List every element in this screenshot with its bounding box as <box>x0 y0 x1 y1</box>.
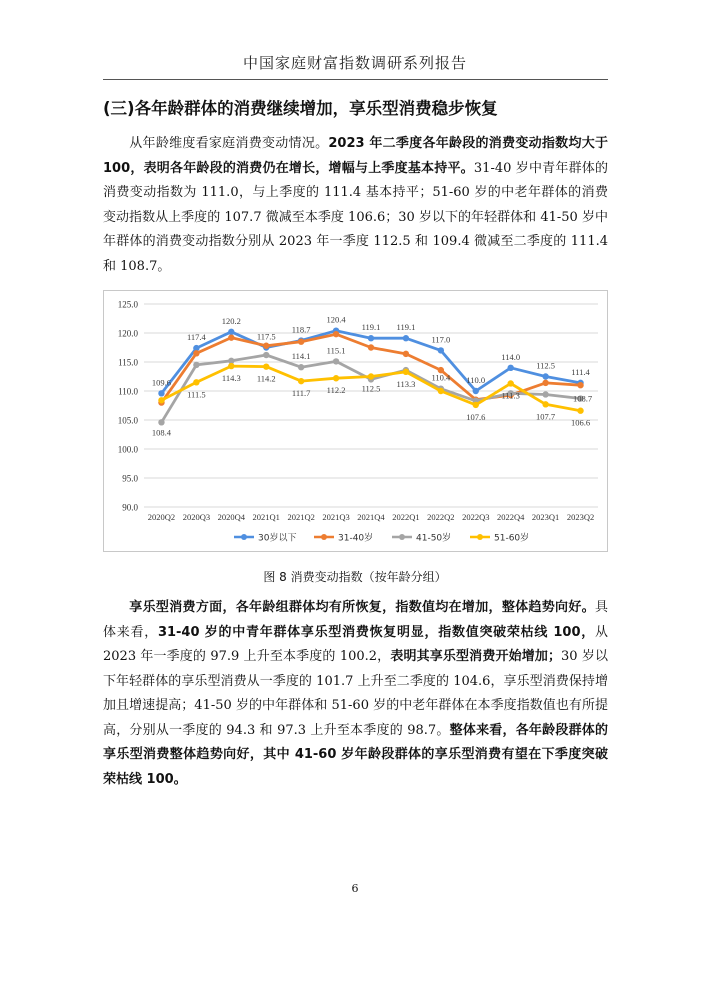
x-tick-label: 2022Q3 <box>462 512 490 522</box>
data-label: 114.3 <box>221 373 241 384</box>
data-label: 109.6 <box>151 377 172 388</box>
series-point <box>438 347 444 353</box>
series-point <box>333 358 339 364</box>
series-point <box>228 363 234 369</box>
para1-sentence-1: 从年龄维度看家庭消费变动情况。 <box>129 136 329 151</box>
data-label: 112.5 <box>361 383 381 394</box>
data-label: 108.4 <box>151 427 172 438</box>
data-label: 115.1 <box>326 345 346 356</box>
data-label: 113.3 <box>396 378 416 389</box>
legend-label: 31-40岁 <box>338 533 374 544</box>
series-point <box>368 344 374 350</box>
series-point <box>438 388 444 394</box>
data-label: 111.4 <box>571 366 590 377</box>
series-point <box>403 335 409 341</box>
hedonic-paragraph <box>103 596 608 792</box>
data-label: 107.6 <box>466 411 486 422</box>
series-point <box>403 351 409 357</box>
x-tick-label: 2020Q4 <box>217 512 246 522</box>
data-label: 112.2 <box>326 385 346 396</box>
series-point <box>158 390 164 396</box>
chart-svg <box>104 291 609 553</box>
header-divider <box>103 79 608 80</box>
y-tick-label: 120.0 <box>117 328 138 339</box>
legend-marker <box>321 534 327 540</box>
data-label: 106.6 <box>570 417 591 428</box>
para2-sentence-5: 表明其享乐型消费开始增加； <box>390 649 562 664</box>
series-point <box>542 391 548 397</box>
data-label: 119.1 <box>361 322 381 333</box>
data-label: 120.4 <box>326 314 346 325</box>
data-label: 117.4 <box>186 332 206 343</box>
series-point <box>228 334 234 340</box>
series-point <box>542 380 548 386</box>
data-label: 118.7 <box>291 324 311 335</box>
x-tick-label: 2023Q1 <box>531 512 560 522</box>
page-number: 6 <box>351 882 359 895</box>
section-title: (三)各年龄群体的消费继续增加，享乐型消费稳步恢复 <box>103 99 498 118</box>
series-point <box>577 408 583 414</box>
series-point <box>298 339 304 345</box>
x-tick-label: 2020Q3 <box>182 512 211 522</box>
series-point <box>263 343 269 349</box>
consumption-index-chart <box>103 290 608 552</box>
data-label: 117.5 <box>256 331 276 342</box>
series-point <box>263 363 269 369</box>
y-tick-label: 110.0 <box>118 386 138 397</box>
series-point <box>193 379 199 385</box>
series-point <box>473 388 479 394</box>
series-point <box>228 329 234 335</box>
x-tick-label: 2021Q2 <box>287 512 315 522</box>
data-label: 111.7 <box>291 388 311 399</box>
x-tick-label: 2020Q2 <box>147 512 176 522</box>
data-label: 114.1 <box>291 351 311 362</box>
series-point <box>298 378 304 384</box>
series-point <box>542 401 548 407</box>
para1-sentence-3: 31-40 岁中青年群体的消费变动指数为 111.0，与上季度的 111.4 基本持平；51-60 岁的中老年群体的消费变动指数从上季度的 107.7 微减至本季度 106.6；30 岁以下的年轻群体和 41-50 岁中年群体的消费变动指数分别从 2023 年一季度 112.5 和 109.4 微减至二季度的 111.4 和 108.7。 <box>103 160 609 274</box>
data-label: 120.2 <box>221 315 241 326</box>
y-tick-label: 90.0 <box>122 502 138 513</box>
series-point <box>542 373 548 379</box>
para2-sentence-1: 享乐型消费方面，各年龄组群体均有所恢复，指数值均在增加，整体趋势向好。 <box>129 600 595 615</box>
series-point <box>158 419 164 425</box>
figure-caption: 图 8 消费变动指数（按年龄分组） <box>263 570 447 584</box>
data-label: 114.2 <box>256 373 276 384</box>
legend-marker <box>241 534 247 540</box>
para2-sentence-7: 整体来看，各年龄段群体的享乐型消费整体趋势向好，其中 41-60 岁年龄段群体的享乐型消费有望在下季度突破荣枯线 100。 <box>103 722 608 787</box>
para2-sentence-3: 31-40 岁的中青年群体享乐型消费恢复明显，指数值突破荣枯线 100， <box>157 624 595 640</box>
intro-paragraph <box>103 132 608 279</box>
x-tick-label: 2021Q3 <box>322 512 350 522</box>
legend-label: 51-60岁 <box>494 533 530 544</box>
series-point <box>577 382 583 388</box>
legend-marker <box>477 534 483 540</box>
series-point <box>507 365 513 371</box>
series-point <box>158 397 164 403</box>
series-point <box>403 369 409 375</box>
data-label: 110.4 <box>431 372 451 383</box>
series-point <box>298 364 304 370</box>
page-header: 中国家庭财富指数调研系列报告 <box>242 54 467 72</box>
x-tick-label: 2021Q1 <box>252 512 280 522</box>
x-tick-label: 2022Q2 <box>427 512 455 522</box>
para2-sentence-6: 30 岁以下年轻群体的享乐型消费从一季度的 101.7 上升至二季度的 104.6，享乐型消费保持增加且增速提高；41-50 岁的中年群体和 51-60 岁的中老年群体在本季度指数值也有所提高，分别从一季度的 94.3 和 97.3 上升至本季度的 98.7。 <box>103 649 608 738</box>
y-tick-label: 115.0 <box>118 357 138 368</box>
x-tick-label: 2023Q2 <box>566 512 595 522</box>
series-point <box>368 373 374 379</box>
series-point <box>333 331 339 337</box>
series-point <box>193 350 199 356</box>
legend-label: 41-50岁 <box>416 533 452 544</box>
legend-marker <box>399 534 405 540</box>
x-tick-label: 2021Q4 <box>357 512 385 522</box>
para2-sentence-4: 从 2023 年一季度的 97.9 上升至本季度的 100.2， <box>103 624 608 664</box>
x-tick-label: 2022Q4 <box>496 512 525 522</box>
data-label: 114.0 <box>501 351 521 362</box>
data-label: 110.0 <box>466 375 486 385</box>
data-label: 111.5 <box>187 389 206 400</box>
series-point <box>473 402 479 408</box>
series-point <box>333 375 339 381</box>
data-label: 107.7 <box>536 411 556 422</box>
y-tick-label: 95.0 <box>122 473 138 484</box>
data-label: 117.0 <box>431 334 451 345</box>
data-label: 111.3 <box>501 390 520 401</box>
y-tick-label: 125.0 <box>117 299 138 310</box>
data-label: 119.1 <box>396 322 416 333</box>
series-point <box>368 335 374 341</box>
para1-key-finding: 2023 年二季度各年龄段的消费变动指数均大于 100，表明各年龄段的消费仍在增长，增幅与上季度基本持平。 <box>103 136 608 176</box>
para2-sentence-2: 具体来看， <box>103 600 608 640</box>
data-label: 112.5 <box>536 360 556 371</box>
series-point <box>507 380 513 386</box>
y-tick-label: 105.0 <box>117 415 138 426</box>
series-point <box>193 362 199 368</box>
x-tick-label: 2022Q1 <box>392 512 420 522</box>
data-label: 108.7 <box>572 393 593 404</box>
legend-label: 30岁以下 <box>258 533 297 544</box>
y-tick-label: 100.0 <box>117 444 138 455</box>
series-point <box>263 352 269 358</box>
